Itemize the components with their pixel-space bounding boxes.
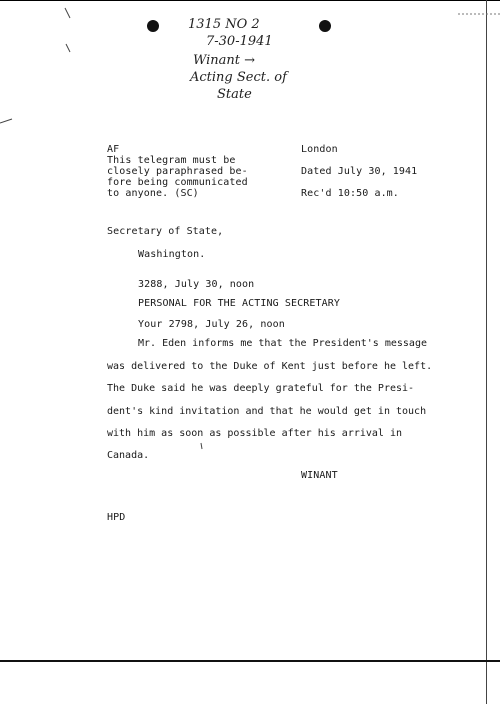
body-line-2: was delivered to the Duke of Kent just before he left. [107,361,433,372]
addressee: Secretary of State, [107,226,224,237]
dated-line: Dated July 30, 1941 [301,166,418,177]
handwritten-to: Acting Sect. of [190,70,287,85]
paraphrase-note-line-3: fore being communicated [107,177,248,188]
origin-place: London [301,144,338,155]
right-margin-line [486,0,487,704]
punch-hole-left [147,20,159,32]
message-subject: PERSONAL FOR THE ACTING SECRETARY [138,298,340,309]
top-edge-line [0,0,500,1]
body-line-5: with him as soon as possible after his arrival in [107,428,403,439]
typist-initials: HPD [107,512,126,523]
handwritten-from: Winant → [193,53,256,68]
your-reference: Your 2798, July 26, noon [138,319,285,330]
paraphrase-note-line-2: closely paraphrased be- [107,166,248,177]
signature: WINANT [301,470,338,481]
received-line: Rec'd 10:50 a.m. [301,188,399,199]
telegram-code: AF [107,144,120,155]
body-line-6: Canada. [107,450,150,461]
handwritten-file-number: 1315 NO 2 [188,17,260,32]
body-line-4: dent's kind invitation and that he would get in touch [107,406,427,417]
punch-hole-right [319,20,331,32]
body-line-3: The Duke said he was deeply grateful for the Presi- [107,383,415,394]
handwritten-date: 7-30-1941 [206,34,273,49]
bottom-edge-line [0,660,500,662]
handwritten-to-cont: State [217,87,252,102]
paraphrase-note-line-4: to anyone. (SC) [107,188,199,199]
message-reference: 3288, July 30, noon [138,279,255,290]
body-line-1: Mr. Eden informs me that the President's message [138,338,427,349]
paraphrase-note-line-1: This telegram must be [107,155,236,166]
addressee-city: Washington. [138,249,206,260]
